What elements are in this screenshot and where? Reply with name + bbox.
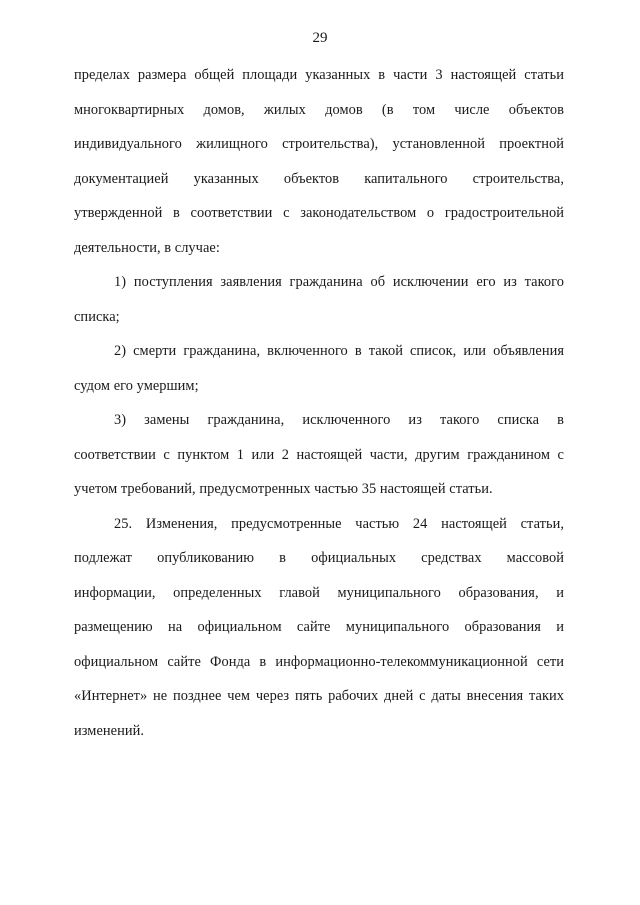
paragraph-item-2 xyxy=(74,334,564,403)
text-line: судом его умершим; xyxy=(74,377,199,394)
document-body xyxy=(74,58,564,748)
text-line: 25. Изменения, предусмотренные частью 24 настоящей статьи, xyxy=(114,515,564,532)
page-number: 29 xyxy=(312,30,328,46)
text-line: официальном сайте Фонда в информационно-телекоммуникационной сети xyxy=(74,653,564,670)
text-line: пределах размера общей площади указанных в части 3 настоящей статьи xyxy=(74,67,564,83)
text-line: информации, определенных главой муниципального образования, и xyxy=(74,584,564,601)
text-line: соответствии с пунктом 1 или 2 настоящей части, другим гражданином с xyxy=(74,446,564,463)
text-line: многоквартирных домов, жилых домов (в том числе объектов xyxy=(74,101,564,118)
paragraph-intro xyxy=(74,58,564,265)
text-line: учетом требований, предусмотренных частью 35 настоящей статьи. xyxy=(74,481,493,497)
paragraph-section-25 xyxy=(74,507,564,749)
text-line: 3) замены гражданина, исключенного из такого списка в xyxy=(114,412,564,428)
text-line: индивидуального жилищного строительства), установленной проектной xyxy=(74,136,564,152)
text-line: утвержденной в соответствии с законодательством о градостроительной xyxy=(74,205,564,221)
text-line: изменений. xyxy=(74,722,144,739)
paragraph-item-3 xyxy=(74,403,564,507)
paragraph-item-1 xyxy=(74,265,564,334)
text-line: размещению на официальном сайте муниципального образования и xyxy=(74,619,564,635)
text-line: документацией указанных объектов капитального строительства, xyxy=(74,170,564,187)
text-line: списка; xyxy=(74,308,120,325)
text-line: деятельности, в случае: xyxy=(74,239,220,256)
text-line: «Интернет» не позднее чем через пять рабочих дней с даты внесения таких xyxy=(74,688,564,704)
text-line: 1) поступления заявления гражданина об исключении его из такого xyxy=(114,274,564,290)
text-line: подлежат опубликованию в официальных средствах массовой xyxy=(74,550,564,566)
text-line: 2) смерти гражданина, включенного в такой список, или объявления xyxy=(114,343,564,359)
